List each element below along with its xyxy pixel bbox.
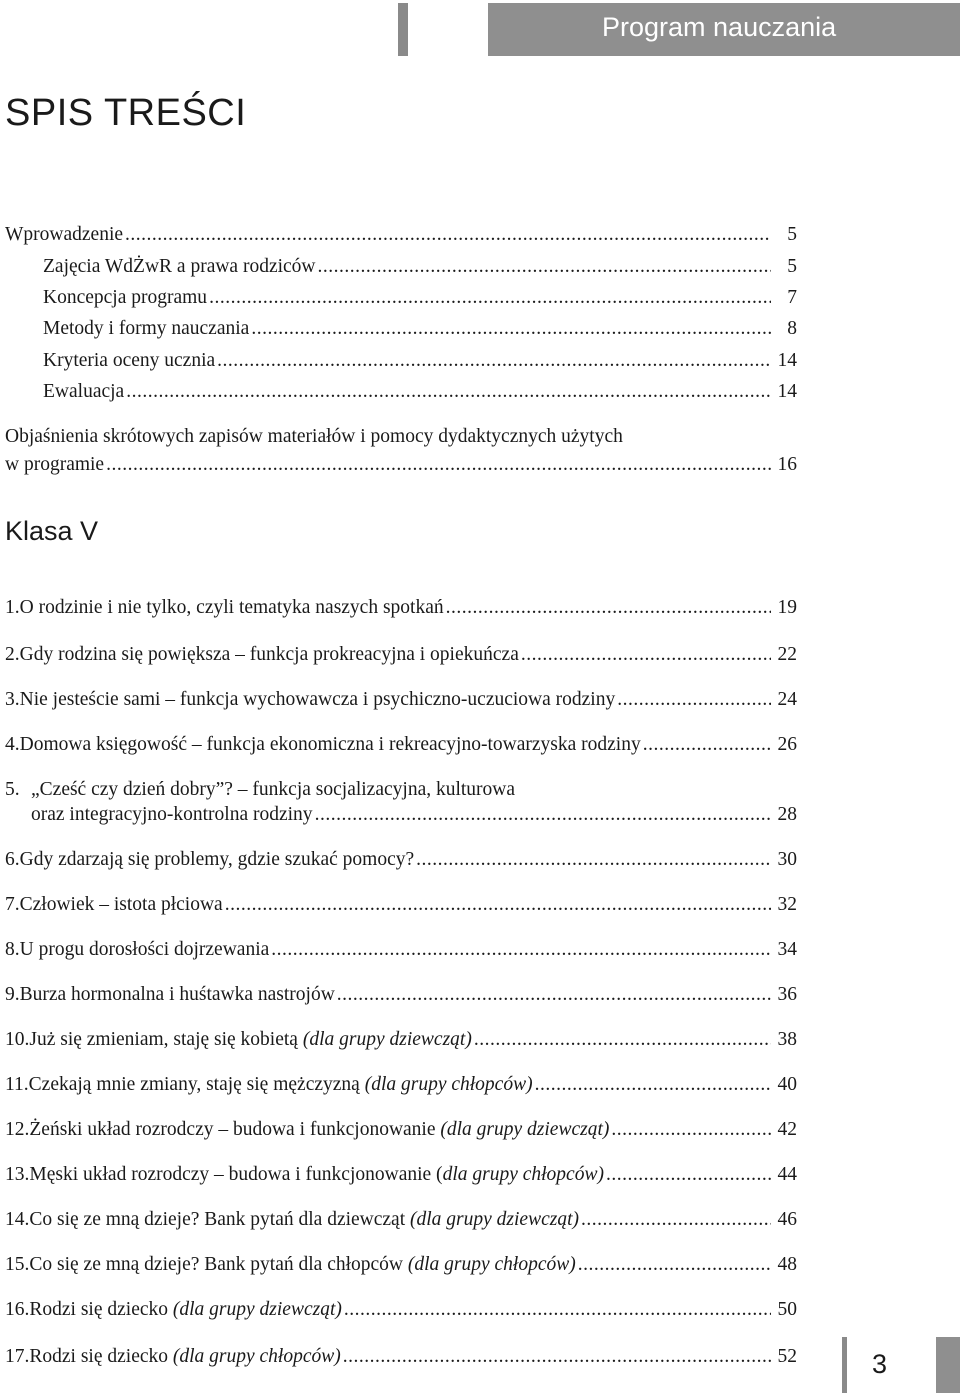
toc-entry-number: 7.: [5, 894, 20, 915]
toc-entry-title: w programie: [5, 454, 105, 475]
toc-entry-title: [29, 1208, 579, 1232]
toc-entry-title: Burza hormonalna i huśtawka nastrojów: [19, 984, 335, 1005]
toc-entry-title: oraz integracyjno-kontrolna rodziny: [31, 804, 313, 825]
toc-entry-page: 44: [777, 1164, 797, 1185]
toc-entry[interactable]: [5, 938, 797, 962]
toc-entry-page: 48: [777, 1254, 797, 1275]
toc-entry-title: [29, 1073, 533, 1097]
dot-leader: [315, 803, 771, 827]
toc-entry-page: 7: [787, 287, 797, 308]
toc-entry[interactable]: [43, 286, 797, 310]
toc-entry-title-text: Rodzi się dziecko: [29, 1299, 173, 1320]
toc-entry[interactable]: [5, 688, 797, 712]
toc-entry-page: 32: [777, 894, 797, 915]
dot-leader: [337, 983, 771, 1007]
toc-entry-group-note: (dla grupy chłopców): [364, 1074, 533, 1095]
toc-entry-number: 16.: [5, 1299, 30, 1320]
toc-entry[interactable]: [5, 1208, 797, 1232]
toc-entry-title: Zajęcia WdŻwR a prawa rodziców: [43, 256, 316, 277]
toc-entry[interactable]: [5, 848, 797, 872]
dot-leader: [209, 286, 771, 310]
toc-entry-number: 14.: [5, 1209, 30, 1230]
toc-entry-group-note: (dla grupy dziewcząt): [302, 1029, 472, 1050]
dot-leader: [318, 255, 771, 279]
toc-entry-title-text: Męski układ rozrodczy – budowa i funkcjonowanie (: [29, 1164, 443, 1185]
toc-entry-page: 50: [777, 1299, 797, 1320]
toc-entry-page: 24: [777, 689, 797, 710]
toc-entry[interactable]: [5, 983, 797, 1007]
toc-entry-title: Domowa księgowość – funkcja ekonomiczna i rekreacyjno-towarzyska rodziny: [19, 734, 641, 755]
toc-entry-title: Metody i formy nauczania: [43, 318, 250, 339]
toc-entry-title: [29, 1253, 575, 1277]
toc-entry[interactable]: [5, 1028, 797, 1052]
toc-entry-title: Ewaluacja: [43, 381, 125, 402]
toc-entry-title-text: Co się ze mną dzieje? Bank pytań dla chłopców: [29, 1254, 408, 1275]
header-title: Program nauczania: [602, 12, 837, 42]
dot-leader: [106, 453, 771, 477]
toc-entry-number: 4.: [5, 734, 20, 755]
toc-entry-title: [29, 1028, 471, 1052]
toc-entry[interactable]: [5, 1345, 797, 1369]
toc-entry-number: 9.: [5, 984, 20, 1005]
toc-entry-page: 14: [777, 350, 797, 371]
toc-entry-title-text: Żeński układ rozrodczy – budowa i funkcjonowanie: [29, 1119, 441, 1140]
toc-entry-title: [29, 1163, 604, 1187]
dot-leader: [606, 1163, 771, 1187]
toc-entry-title-line1[interactable]: [5, 778, 515, 802]
footer-divider-bar: [842, 1337, 847, 1393]
toc-entry-page: 40: [777, 1074, 797, 1095]
toc-entry-title: [29, 1345, 340, 1369]
toc-entry-number: 3.: [5, 689, 20, 710]
dot-leader: [581, 1208, 771, 1232]
toc-entry[interactable]: [31, 803, 797, 827]
toc-entry-number: 12.: [5, 1119, 30, 1140]
toc-entry-number: 13.: [5, 1164, 30, 1185]
dot-leader: [643, 733, 771, 757]
toc-entry-page: 28: [777, 804, 797, 825]
toc-entry[interactable]: [5, 1253, 797, 1277]
toc-entry[interactable]: [43, 255, 797, 279]
toc-entry-title: [29, 1118, 609, 1142]
dot-leader: [225, 893, 771, 917]
dot-leader: [217, 349, 771, 373]
toc-entry-page: 38: [777, 1029, 797, 1050]
page-title: SPIS TREŚCI: [5, 92, 247, 134]
page-number: 3: [872, 1349, 888, 1379]
toc-entry-page: 52: [777, 1346, 797, 1367]
toc-entry-page: 26: [777, 734, 797, 755]
toc-entry-number: 2.: [5, 644, 20, 665]
dot-leader: [521, 643, 771, 667]
toc-entry[interactable]: [43, 317, 797, 341]
dot-leader: [251, 317, 771, 341]
toc-entry-group-note: dla grupy chłopców): [442, 1164, 604, 1185]
toc-entry[interactable]: [5, 1298, 797, 1322]
toc-entry-title-text: Rodzi się dziecko: [29, 1346, 173, 1367]
toc-entry-number: 5.: [5, 779, 20, 800]
dot-leader: [343, 1345, 771, 1369]
toc-entry-page: 36: [777, 984, 797, 1005]
toc-entry-title: Gdy rodzina się powiększa – funkcja prokreacyjna i opiekuńcza: [19, 644, 519, 665]
toc-entry-page: 22: [777, 644, 797, 665]
dot-leader: [126, 380, 771, 404]
toc-entry[interactable]: [5, 1073, 797, 1097]
toc-entry-number: 11.: [5, 1074, 29, 1095]
toc-entry-title-text: Już się zmieniam, staję się kobietą: [29, 1029, 303, 1050]
toc-entry[interactable]: [5, 733, 797, 757]
dot-leader: [611, 1118, 771, 1142]
footer-tab: [936, 1337, 960, 1393]
header-divider-bar: [398, 3, 408, 56]
toc-entry[interactable]: [5, 1118, 797, 1142]
toc-entry-title: O rodzinie i nie tylko, czyli tematyka naszych spotkań: [19, 597, 444, 618]
dot-leader: [474, 1028, 771, 1052]
toc-entry-title: Koncepcja programu: [43, 287, 208, 308]
toc-entry-title: „Cześć czy dzień dobry”? – funkcja socjalizacyjna, kulturowa: [31, 779, 516, 800]
toc-entry-page: 34: [777, 939, 797, 960]
toc-entry-number: 1.: [5, 597, 20, 618]
toc-entry-title: Wprowadzenie: [5, 224, 124, 245]
toc-entry[interactable]: [5, 1163, 797, 1187]
toc-entry-page: 30: [777, 849, 797, 870]
toc-entry-title: Nie jesteście sami – funkcja wychowawcza i psychiczno-uczuciowa rodziny: [19, 689, 616, 710]
toc-entry-number: 8.: [5, 939, 20, 960]
toc-entry-group-note: (dla grupy chłopców): [172, 1346, 341, 1367]
toc-entry-page: 42: [777, 1119, 797, 1140]
toc-entry-page: 8: [787, 318, 797, 339]
toc-entry-page: 16: [777, 454, 797, 475]
toc-entry[interactable]: [5, 596, 797, 620]
toc-entry-title: Kryteria oceny ucznia: [43, 350, 216, 371]
section-title: Klasa V: [5, 516, 99, 546]
toc-entry-page: 5: [787, 256, 797, 277]
toc-entry-group-note: (dla grupy dziewcząt): [410, 1209, 579, 1230]
dot-leader: [416, 848, 771, 872]
toc-entry-title: Gdy zdarzają się problemy, gdzie szukać pomocy?: [19, 849, 415, 870]
toc-entry[interactable]: [43, 380, 797, 404]
toc-entry-title: [29, 1298, 341, 1322]
toc-entry[interactable]: [5, 643, 797, 667]
toc-entry-page: 46: [777, 1209, 797, 1230]
toc-entry[interactable]: [5, 223, 797, 247]
dot-leader: [271, 938, 771, 962]
toc-entry[interactable]: [43, 349, 797, 373]
dot-leader: [344, 1298, 771, 1322]
toc-entry-title-line1[interactable]: Objaśnienia skrótowych zapisów materiałów i pomocy dydaktycznych użytych: [5, 426, 623, 447]
toc-entry-page: 5: [787, 224, 797, 245]
dot-leader: [578, 1253, 771, 1277]
dot-leader: [535, 1073, 771, 1097]
toc-entry[interactable]: [5, 893, 797, 917]
dot-leader: [617, 688, 771, 712]
toc-entry[interactable]: [5, 453, 797, 477]
dot-leader: [125, 223, 771, 247]
dot-leader: [446, 596, 771, 620]
toc-entry-title: U progu dorosłości dojrzewania: [19, 939, 270, 960]
toc-entry-group-note: (dla grupy dziewcząt): [440, 1119, 610, 1140]
toc-entry-title-text: Czekają mnie zmiany, staję się mężczyzną: [28, 1074, 365, 1095]
toc-entry-page: 14: [777, 381, 797, 402]
toc-entry-number: 6.: [5, 849, 20, 870]
toc-entry-title: Człowiek – istota płciowa: [19, 894, 223, 915]
toc-entry-number: 10.: [5, 1029, 30, 1050]
toc-entry-group-note: (dla grupy dziewcząt): [172, 1299, 342, 1320]
toc-entry-number: 15.: [5, 1254, 30, 1275]
toc-entry-page: 19: [777, 597, 797, 618]
toc-entry-number: 17.: [5, 1346, 30, 1367]
toc-entry-title-text: Co się ze mną dzieje? Bank pytań dla dziewcząt: [29, 1209, 411, 1230]
toc-entry-group-note: (dla grupy chłopców): [407, 1254, 576, 1275]
